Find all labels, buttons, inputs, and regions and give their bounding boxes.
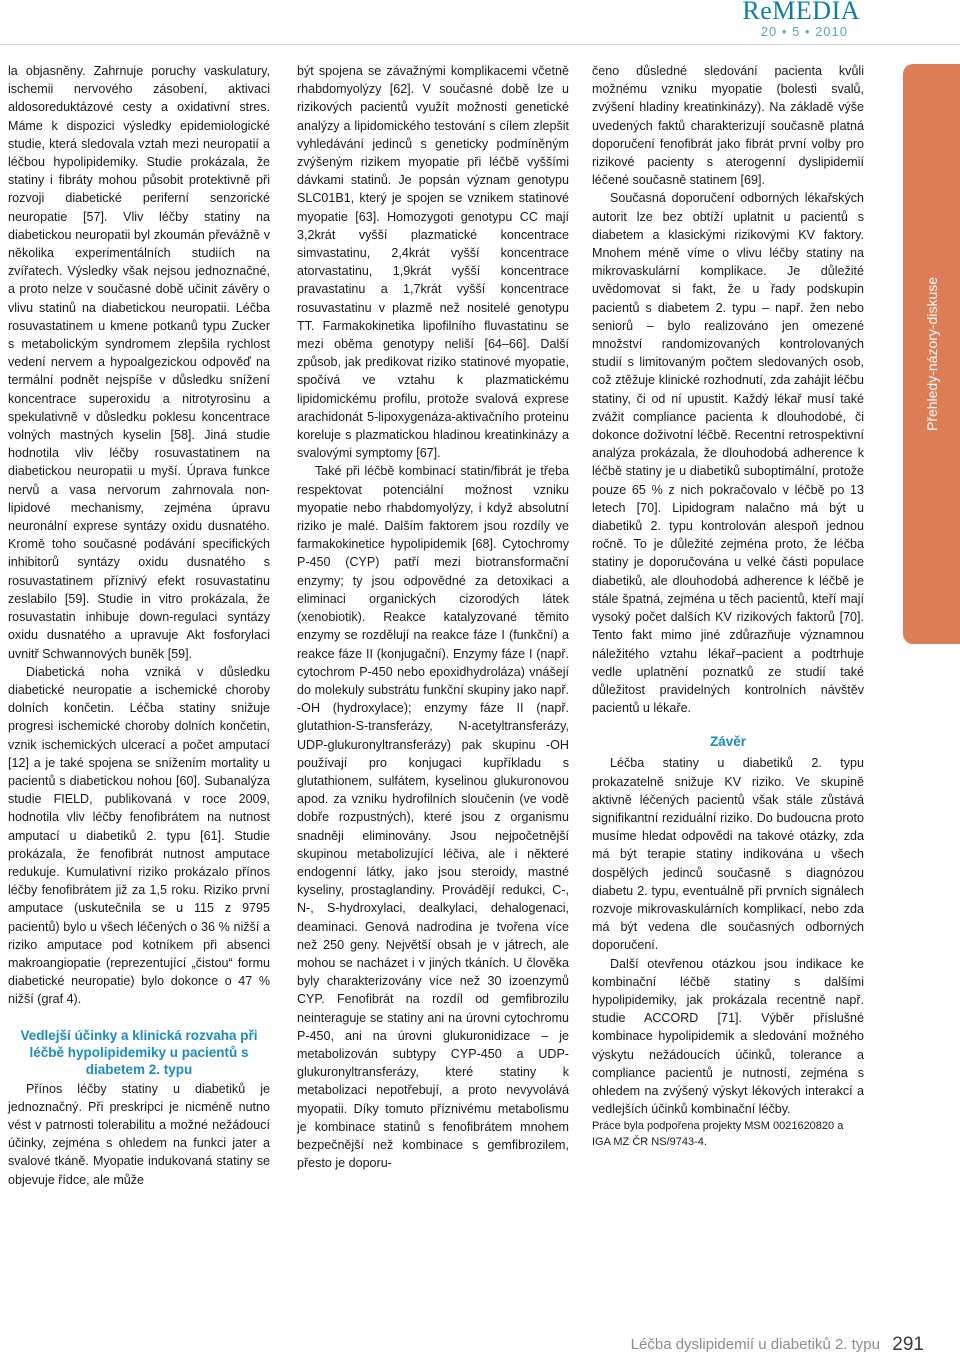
paragraph: la objasněny. Zahrnuje poruchy vaskulatury, ischemii nervového zásobení, aktivaci aldosoreduktázové cesty a oxidativní stres. Máme k dispozici výsledky epidemiologické studie, která sledovala vztah mezi neuropatií a léčbou hypolipidemiky. Studie prokázala, že statiny i fibráty mohou působit protektivně při rozvoji diabetické periferní senzorické neuropatie [57]. Vliv léčby statiny na diabetickou neuropatii byl zkoumán převážně v několika experimentálních studiích na zvířatech. Výsledky však nejsou jednoznačné, a proto nelze v současné době učinit závěry o vlivu statinů na diabetickou neuropatii. Léčba rosuvastatinem u kmene potkanů typu Zucker s metabolickým syndromem zlepšila rychlost vedení nervem a hypoalgezickou odpověď na termální podnět nejspíše v důsledku snížení koncentrace superoxidu a nitrotyrosinu a spekulativně v důsledku poklesu koncentrace volných mastných kyselin [58]. Jiná studie hodnotila vliv léčby rosuvastatinem na diabetickou neuropatii u myší. Úprava funkce nervů a vasa nervorum zahrnovala non-lipidové mechanismy, zejména úpravu neuronální exprese syntázy oxidu dusnatého. Kromě toho současné podávání specifických inhibitorů syntázy oxidu dusnatého s rosuvastatinem příznivý efekt rosuvastatinu zeslabilo [59]. Studie in vitro prokázala, že rosuvastatin inhibuje down-regulaci syntázy oxidu dusnatého a upravuje Akt fosforylaci uvnitř Schwannových buněk [59]. [8,64,270,661]
running-footer-title: Léčba dyslipidemií u diabetiků 2. typu [630,1336,880,1353]
paragraph: Další otevřenou otázkou jsou indikace ke kombinační léčbě statiny s dalšími hypolipidemiky, jak prokázala recentně např. studie ACCORD [71]. Výběr příslušné kombinace hypolipidemik a sledování možného výskytu nežádoucích účinků, tolerance a compliance pacientů je nutností, zejména s ohledem na zvýšený výskyt lékových interakcí a vedlejších účinků kombinační léčby. [592,956,864,1117]
text-column-2 [297,62,569,1172]
section-side-tab-label: Přehledy-názory-diskuse [923,276,940,432]
paragraph: čeno důsledné sledování pacienta kvůli možnému vzniku myopatie (bolesti svalů, zvýšení hladiny kreatinkinázy). Na základě výše uvedených faktů charakterizují současně platná doporučení fenofibrát jako fibrát první volby pro rizikové pacienty s aterogenní dyslipidemií léčené současně statinem [69]. [592,64,864,188]
paragraph: Léčba statiny u diabetiků 2. typu prokazatelně snižuje KV riziko. Ve skupině aktivně léčených pacientů však stále zůstává signifikantní reziduální riziko. Do budoucna proto musíme hledat odpovědi na takové otázky, zda má být terapie statiny indikována u všech dospělých jedinců současně s diagnózou diabetu 2. typu, eventuálně při prvních signálech rozvoje mikrovaskulárních komplikací, nebo zda má být vedena dle současných odborných doporučení. [592,756,864,953]
section-heading: Vedlejší účinky a klinická rozvaha při léčbě hypolipidemiky u pacientů s diabetem 2. typu [20,1027,258,1077]
acknowledgement: Práce byla podpořena projekty MSM 0021620820 a IGA MZ ČR NS/9743-4. [592,1120,844,1149]
header-divider [0,44,960,45]
paragraph: být spojena se závažnými komplikacemi včetně rhabdomyolýzy [62]. V současné době lze u rizikových pacientů využít možnosti genetické analýzy a lipidomického testování s cílem zlepšit vyhledávání jedinců s geneticky podmíněným zvýšeným rizikem myopatie při léčbě vyššími dávkami statinů. Je popsán význam genotypu SLC01B1, který je spojen se vznikem statinové myopatie [63]. Homozygoti genotypu CC mají 3,2krát vyšší plazmatické koncentrace simvastatinu, 2,4krát vyšší koncentrace atorvastatinu, 1,9krát vyšší koncentrace pravastatinu a 1,7krát vyšší koncentrace rosuvastatinu v plazmě než nositelé genotypu TT. Farmakokinetika lipofilního fluvastatinu se mezi oběma genotypy neliší [64–66]. Další způsob, jak predikovat riziko statinové myopatie, spočívá ve vztahu k plazmatickému lipidomickému profilu, protože svalová exprese arachidonát 5-lipoxygenáza-aktivačního proteinu koreluje s plazmatickou hladinou kreatinkinázy a svalovými symptomy [67]. [297,64,569,461]
issue-date: 20 • 5 • 2010 [760,24,848,39]
section-side-tab [903,64,960,644]
paragraph: Diabetická noha vzniká v důsledku diabetické neuropatie a ischemické choroby dolních končetin. Léčba statiny snižuje progresi ischemické choroby dolních končetin, vznik ischemických ulcerací a počet amputací [12] a je také spojena se snížením mortality u pacientů s diabetickou nohou [60]. Subanalýza studie FIELD, publikovaná v roce 2009, hodnotila vliv léčby fenofibrátem na nutnost amputací u diabetiků 2. typu [61]. Studie prokázala, že fenofibrát nutnost amputace redukuje. Kumulativní riziko prokázalo přínos léčby fenofibrátem již za 1,5 roku. Riziko první amputace (uskutečnila se u 115 z 9795 pacientů) bylo u všech léčených o 36 % nižší a riziko amputace pod kotníkem při absenci makroangiopatie (reprezentující „čistou“ formu diabetické neuropatie) bylo dokonce o 47 % nižší (graf 4). [8,664,270,1007]
paragraph: Také při léčbě kombinací statin/fibrát je třeba respektovat potenciální možnost vzniku myopatie nebo rhabdomyolýzy, i když absolutní riziko je malé. Dalším faktorem jsou rozdíly ve farmakokinetice hypolipidemik [68]. Cytochromy P-450 (CYP) patří mezi biotransformační enzymy; ty jsou odpovědné za detoxikaci a eliminaci organických cizorodých látek (xenobiotik). Reakce katalyzované těmito enzymy se rozdělují na reakce fáze I (funkční) a reakce fáze II (konjugační). Enzymy fáze I (např. cytochrom P-450 nebo epoxidhydroláza) vnášejí do molekuly substrátu funkční skupiny jako např. -OH (hydroxylace); enzymy fáze II (např. glutathion-S-transferázy, N-acetyltransferázy, UDP-glukuronyltransferázy) pak skupinu -OH používají pro konjugaci kupříkladu s glutathionem, sulfátem, kyselinou glukuronovou apod. za vzniku hydrofilních sloučenin (ve vodě dobře rozpustných), které jsou z organismu snadněji eliminovány. Jsou nejpočetnější skupinou metabolizující léčiva, ale i některé endogenní látky, jako jsou steroidy, mastné kyseliny, prostaglandiny. Provádějí redukci, C-, N-, S-hydroxylaci, dealkylaci, dehalogenaci, deaminaci. Genová nadrodina je tvořena více než 250 geny. Největší obsah je v játrech, ale mohou se nacházet i v jiných tkáních. U člověka byly charakterizovány více než 30 izoenzymů CYP. Fenofibrát na rozdíl od gemfibrozilu neinteraguje se statiny ani na úrovni cytochromu P-450, ani na úrovni glukuronidizace – je metabolizován subtypy CYP-450 a UDP-glukuronyltransferázy, které statiny k metabolizaci nepotřebují, a proto nevyvolává myopatii. Díky tomuto příznivému metabolismu je kombinace statinů s fenofibrátem mnohem bezpečnější než kombinace s gemfibrozilem, přesto je doporu- [297,464,569,1171]
page-number: 291 [892,1334,924,1355]
text-column-3 [592,62,864,1150]
section-heading-conclusion: Závěr [709,734,747,750]
paragraph: Přínos léčby statiny u diabetiků je jednoznačný. Při preskripci je nicméně nutno vést v patrnosti tolerabilitu a možné nežádoucí účinky, zejména s ohledem na funkci jater a svalové tkáně. Myopatie indukovaná statiny se objevuje řídce, ale může [8,1081,270,1187]
journal-logo: ReMEDIA [742,0,860,25]
text-column-1 [8,62,270,1189]
paragraph: Současná doporučení odborných lékařských autorit lze bez obtíží uplatnit u pacientů s diabetem a klasickými rizikovými KV faktory. Mnohem méně víme o vlivu léčby statiny na mikrovaskulární komplikace. Je důležité uvědomovat si fakt, že u řady podskupin pacientů s diabetem 2. typu – např. žen nebo seniorů – bylo realizováno jen omezené množství randomizovaných kontrolovaných studií s limitovaným počtem sledovaných osob, což ztěžuje klinické rozhodnutí, zda zahájit léčbu statiny, či od ní upustit. Každý lékař musí také zvážit compliance pacienta k dlouhodobé, či dokonce doživotní léčbě. Recentní retrospektivní analýza prokázala, že dlouhodobá adherence k léčbě statiny je u diabetiků suboptimální, protože pouze 65 % z nich pokračovalo v léčbě po 13 letech [70]. Lipidogram nalačno má být u diabetiků 2. typu kontrolován alespoň jednou ročně. To je důležité zejména proto, že léčba statiny je doporučována u velké části populace diabetiků, ale dlouhodobá adherence k léčbě je stále špatná, zejména u těch pacientů, kteří mají vysoký počet dalších KV rizikových faktorů [70]. Tento fakt mimo jiné zdůrazňuje významnou náležitého vztahu lékař–pacient a podtrhuje vedle uplatnění poznatků ze studií také důležitost pravidelných kontrolních návštěv pacientů u lékaře. [592,191,864,716]
